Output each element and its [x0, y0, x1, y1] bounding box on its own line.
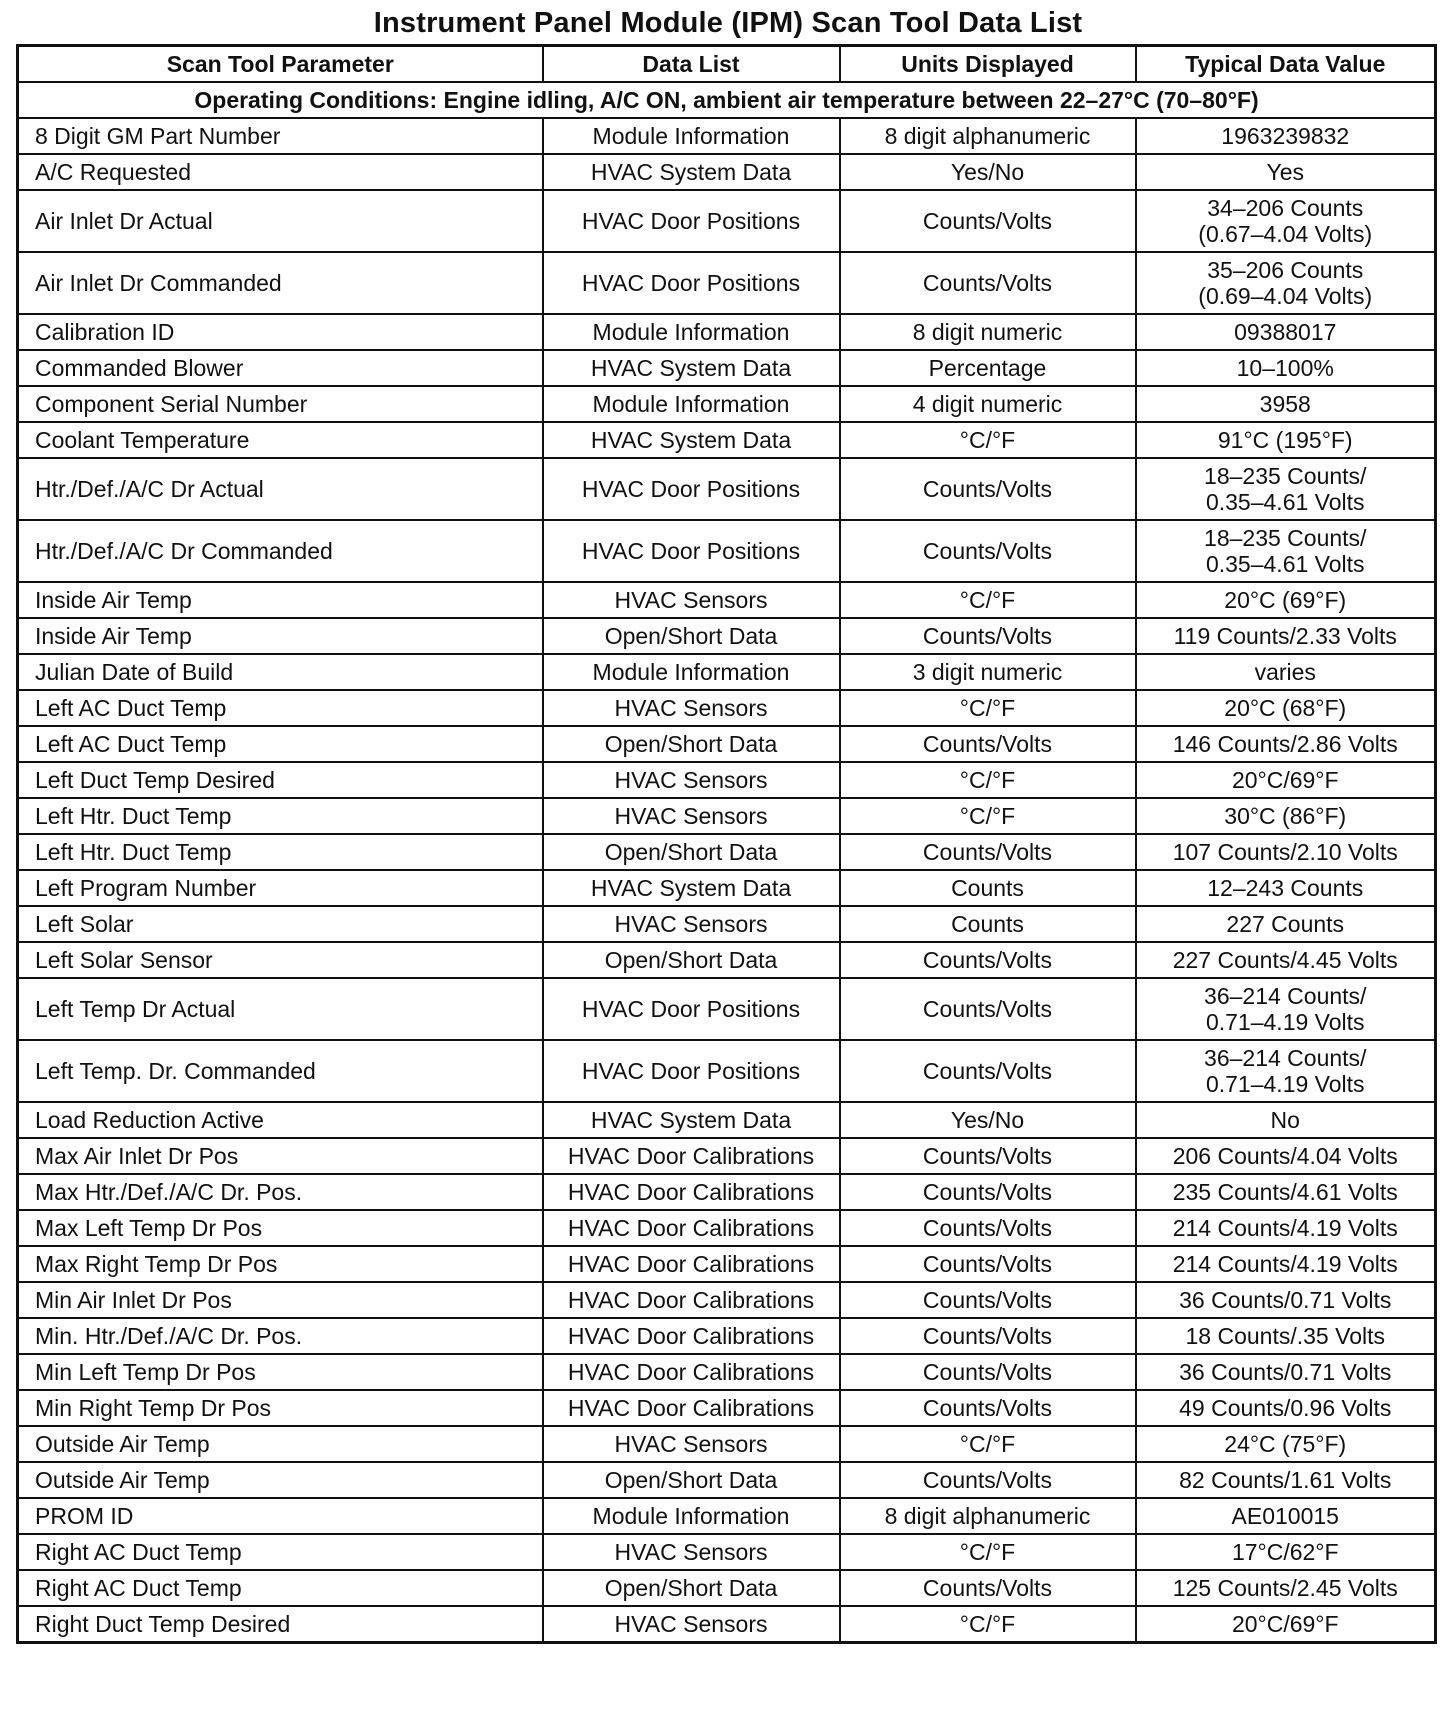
cell-units-displayed: Counts/Volts: [840, 978, 1136, 1040]
cell-scan-tool-parameter: Load Reduction Active: [18, 1102, 543, 1138]
typical-value-line: 0.71–4.19 Volts: [1205, 1009, 1365, 1035]
cell-scan-tool-parameter: Commanded Blower: [18, 350, 543, 386]
cell-units-displayed: Counts/Volts: [840, 618, 1136, 654]
table-row: [18, 798, 1436, 834]
cell-units-displayed: Counts/Volts: [840, 1210, 1136, 1246]
cell-units-displayed: °C/°F: [840, 690, 1136, 726]
cell-data-list: HVAC Sensors: [543, 1606, 840, 1643]
cell-data-list: HVAC Sensors: [543, 690, 840, 726]
cell-typical-data-value: [1136, 870, 1436, 906]
cell-scan-tool-parameter: Coolant Temperature: [18, 422, 543, 458]
cell-typical-data-value: [1136, 520, 1436, 582]
cell-data-list: HVAC Door Calibrations: [543, 1174, 840, 1210]
cell-data-list: Open/Short Data: [543, 834, 840, 870]
table-row: [18, 690, 1436, 726]
typical-value-line: 0.71–4.19 Volts: [1205, 1071, 1365, 1097]
cell-units-displayed: Counts/Volts: [840, 1570, 1136, 1606]
cell-typical-data-value: [1136, 1138, 1436, 1174]
cell-data-list: HVAC Sensors: [543, 1426, 840, 1462]
cell-typical-data-value: [1136, 1498, 1436, 1534]
typical-value-line: 107 Counts/2.10 Volts: [1172, 839, 1398, 865]
table-row: [18, 386, 1436, 422]
cell-scan-tool-parameter: Left Htr. Duct Temp: [18, 798, 543, 834]
typical-value-line: 36 Counts/0.71 Volts: [1179, 1287, 1392, 1313]
table-row: [18, 942, 1436, 978]
table-row: [18, 762, 1436, 798]
cell-typical-data-value: [1136, 1354, 1436, 1390]
cell-typical-data-value: [1136, 1570, 1436, 1606]
cell-typical-data-value: [1136, 834, 1436, 870]
cell-typical-data-value: [1136, 1462, 1436, 1498]
table-row: [18, 1282, 1436, 1318]
cell-scan-tool-parameter: Htr./Def./A/C Dr Actual: [18, 458, 543, 520]
cell-units-displayed: Counts/Volts: [840, 252, 1136, 314]
table-row: [18, 1390, 1436, 1426]
cell-data-list: HVAC Door Positions: [543, 190, 840, 252]
cell-scan-tool-parameter: A/C Requested: [18, 154, 543, 190]
cell-data-list: HVAC Door Calibrations: [543, 1390, 840, 1426]
cell-data-list: HVAC System Data: [543, 1102, 840, 1138]
cell-typical-data-value: [1136, 582, 1436, 618]
cell-data-list: Open/Short Data: [543, 942, 840, 978]
typical-value-line: 20°C/69°F: [1231, 767, 1339, 793]
table-row: [18, 422, 1436, 458]
operating-conditions: Operating Conditions: Engine idling, A/C ON, ambient air temperature between 22–27°C (70–80°F): [18, 82, 1436, 118]
cell-data-list: HVAC Door Positions: [543, 458, 840, 520]
table-row: [18, 1040, 1436, 1102]
cell-units-displayed: Counts/Volts: [840, 1040, 1136, 1102]
table-row: [18, 1498, 1436, 1534]
cell-units-displayed: Counts/Volts: [840, 834, 1136, 870]
cell-scan-tool-parameter: Left Temp. Dr. Commanded: [18, 1040, 543, 1102]
typical-value-line: 20°C (69°F): [1224, 587, 1347, 613]
cell-typical-data-value: [1136, 798, 1436, 834]
cell-data-list: HVAC Door Positions: [543, 520, 840, 582]
cell-units-displayed: Counts/Volts: [840, 1462, 1136, 1498]
table-row: [18, 870, 1436, 906]
cell-scan-tool-parameter: Max Air Inlet Dr Pos: [18, 1138, 543, 1174]
cell-scan-tool-parameter: Right AC Duct Temp: [18, 1534, 543, 1570]
cell-scan-tool-parameter: Left Solar Sensor: [18, 942, 543, 978]
cell-scan-tool-parameter: Max Right Temp Dr Pos: [18, 1246, 543, 1282]
cell-scan-tool-parameter: Left Htr. Duct Temp: [18, 834, 543, 870]
table-row: [18, 314, 1436, 350]
cell-typical-data-value: [1136, 1318, 1436, 1354]
typical-value-line: 35–206 Counts: [1207, 257, 1364, 283]
cell-typical-data-value: [1136, 1390, 1436, 1426]
cell-scan-tool-parameter: Right Duct Temp Desired: [18, 1606, 543, 1643]
table-row: [18, 1354, 1436, 1390]
cell-typical-data-value: [1136, 690, 1436, 726]
cell-units-displayed: °C/°F: [840, 762, 1136, 798]
cell-units-displayed: Counts/Volts: [840, 1246, 1136, 1282]
cell-units-displayed: Counts/Volts: [840, 942, 1136, 978]
header-scan-tool-parameter: Scan Tool Parameter: [18, 46, 543, 83]
cell-typical-data-value: [1136, 386, 1436, 422]
cell-scan-tool-parameter: Htr./Def./A/C Dr Commanded: [18, 520, 543, 582]
table-row: [18, 1138, 1436, 1174]
typical-value-line: No: [1270, 1107, 1300, 1133]
cell-scan-tool-parameter: Julian Date of Build: [18, 654, 543, 690]
cell-scan-tool-parameter: Calibration ID: [18, 314, 543, 350]
cell-scan-tool-parameter: 8 Digit GM Part Number: [18, 118, 543, 154]
cell-data-list: HVAC Door Calibrations: [543, 1210, 840, 1246]
cell-units-displayed: Counts/Volts: [840, 458, 1136, 520]
typical-value-line: 146 Counts/2.86 Volts: [1172, 731, 1398, 757]
cell-typical-data-value: [1136, 1040, 1436, 1102]
cell-typical-data-value: [1136, 1174, 1436, 1210]
typical-value-line: 09388017: [1234, 319, 1337, 345]
table-row: [18, 458, 1436, 520]
cell-scan-tool-parameter: Inside Air Temp: [18, 582, 543, 618]
typical-value-line: 214 Counts/4.19 Volts: [1172, 1215, 1398, 1241]
typical-value-line: 20°C (68°F): [1224, 695, 1347, 721]
table-row: [18, 350, 1436, 386]
cell-scan-tool-parameter: PROM ID: [18, 1498, 543, 1534]
typical-value-line: 0.35–4.61 Volts: [1205, 551, 1365, 577]
header-data-list: Data List: [543, 46, 840, 83]
cell-data-list: Open/Short Data: [543, 726, 840, 762]
cell-scan-tool-parameter: Left Duct Temp Desired: [18, 762, 543, 798]
typical-value-line: 18–235 Counts/: [1204, 525, 1367, 551]
cell-data-list: HVAC Sensors: [543, 762, 840, 798]
cell-typical-data-value: [1136, 422, 1436, 458]
typical-value-line: 36 Counts/0.71 Volts: [1179, 1359, 1392, 1385]
cell-typical-data-value: [1136, 314, 1436, 350]
header-row: [18, 46, 1436, 83]
cell-data-list: HVAC Door Calibrations: [543, 1282, 840, 1318]
table-row: [18, 1534, 1436, 1570]
cell-scan-tool-parameter: Air Inlet Dr Actual: [18, 190, 543, 252]
table-row: [18, 978, 1436, 1040]
typical-value-line: 91°C (195°F): [1217, 427, 1353, 453]
cell-typical-data-value: [1136, 1534, 1436, 1570]
table-row: [18, 654, 1436, 690]
cell-scan-tool-parameter: Outside Air Temp: [18, 1426, 543, 1462]
cell-data-list: Module Information: [543, 118, 840, 154]
cell-units-displayed: Counts/Volts: [840, 1138, 1136, 1174]
typical-value-line: 235 Counts/4.61 Volts: [1172, 1179, 1398, 1205]
cell-scan-tool-parameter: Max Left Temp Dr Pos: [18, 1210, 543, 1246]
cell-units-displayed: 4 digit numeric: [840, 386, 1136, 422]
cell-data-list: HVAC Sensors: [543, 798, 840, 834]
scan-tool-data-table: [16, 44, 1437, 1644]
cell-scan-tool-parameter: Inside Air Temp: [18, 618, 543, 654]
cell-data-list: HVAC Sensors: [543, 582, 840, 618]
cell-data-list: Open/Short Data: [543, 1462, 840, 1498]
cell-typical-data-value: [1136, 762, 1436, 798]
table-row: [18, 726, 1436, 762]
typical-value-line: (0.69–4.04 Volts): [1198, 283, 1373, 309]
cell-units-displayed: 8 digit alphanumeric: [840, 1498, 1136, 1534]
cell-scan-tool-parameter: Min. Htr./Def./A/C Dr. Pos.: [18, 1318, 543, 1354]
typical-value-line: 18–235 Counts/: [1204, 463, 1367, 489]
cell-units-displayed: 3 digit numeric: [840, 654, 1136, 690]
cell-scan-tool-parameter: Left Temp Dr Actual: [18, 978, 543, 1040]
typical-value-line: 24°C (75°F): [1224, 1431, 1347, 1457]
cell-units-displayed: Counts/Volts: [840, 1174, 1136, 1210]
cell-typical-data-value: [1136, 906, 1436, 942]
cell-scan-tool-parameter: Air Inlet Dr Commanded: [18, 252, 543, 314]
typical-value-line: Yes: [1266, 159, 1305, 185]
typical-value-line: 17°C/62°F: [1231, 1539, 1339, 1565]
table-row: [18, 1570, 1436, 1606]
cell-units-displayed: Counts/Volts: [840, 1282, 1136, 1318]
table-row: [18, 906, 1436, 942]
typical-value-line: 18 Counts/.35 Volts: [1185, 1323, 1385, 1349]
cell-scan-tool-parameter: Left Program Number: [18, 870, 543, 906]
typical-value-line: 0.35–4.61 Volts: [1205, 489, 1365, 515]
typical-value-line: 125 Counts/2.45 Volts: [1172, 1575, 1398, 1601]
cell-typical-data-value: [1136, 1246, 1436, 1282]
cell-data-list: HVAC Door Positions: [543, 1040, 840, 1102]
cell-units-displayed: °C/°F: [840, 582, 1136, 618]
cell-data-list: HVAC Door Calibrations: [543, 1246, 840, 1282]
cell-data-list: HVAC System Data: [543, 350, 840, 386]
cell-scan-tool-parameter: Min Left Temp Dr Pos: [18, 1354, 543, 1390]
cell-units-displayed: Counts/Volts: [840, 520, 1136, 582]
cell-typical-data-value: [1136, 1210, 1436, 1246]
table-row: [18, 1462, 1436, 1498]
table-body: [18, 82, 1436, 1643]
table-row: [18, 1426, 1436, 1462]
header-units-displayed: Units Displayed: [840, 46, 1136, 83]
cell-data-list: HVAC System Data: [543, 154, 840, 190]
cell-scan-tool-parameter: Min Right Temp Dr Pos: [18, 1390, 543, 1426]
table-row: [18, 1318, 1436, 1354]
cell-scan-tool-parameter: Component Serial Number: [18, 386, 543, 422]
typical-value-line: 82 Counts/1.61 Volts: [1179, 1467, 1392, 1493]
cell-data-list: HVAC Door Calibrations: [543, 1354, 840, 1390]
document-title: Instrument Panel Module (IPM) Scan Tool Data List: [373, 7, 1083, 39]
cell-units-displayed: Counts: [840, 906, 1136, 942]
cell-data-list: HVAC Door Calibrations: [543, 1138, 840, 1174]
typical-value-line: 34–206 Counts: [1207, 195, 1364, 221]
typical-value-line: 30°C (86°F): [1224, 803, 1347, 829]
cell-data-list: Module Information: [543, 314, 840, 350]
cell-units-displayed: °C/°F: [840, 422, 1136, 458]
table-row: [18, 582, 1436, 618]
cell-data-list: Module Information: [543, 386, 840, 422]
cell-units-displayed: Yes/No: [840, 1102, 1136, 1138]
operating-conditions-row: [18, 82, 1436, 118]
table-row: [18, 834, 1436, 870]
cell-units-displayed: Counts/Volts: [840, 1318, 1136, 1354]
typical-value-line: 227 Counts/4.45 Volts: [1172, 947, 1398, 973]
typical-value-line: 1963239832: [1221, 123, 1350, 149]
table-row: [18, 118, 1436, 154]
cell-typical-data-value: [1136, 154, 1436, 190]
cell-units-displayed: °C/°F: [840, 1426, 1136, 1462]
table-row: [18, 1246, 1436, 1282]
cell-scan-tool-parameter: Left AC Duct Temp: [18, 726, 543, 762]
cell-typical-data-value: [1136, 1426, 1436, 1462]
cell-data-list: HVAC Door Positions: [543, 252, 840, 314]
cell-typical-data-value: [1136, 252, 1436, 314]
cell-units-displayed: Percentage: [840, 350, 1136, 386]
cell-typical-data-value: [1136, 458, 1436, 520]
cell-units-displayed: Counts/Volts: [840, 1354, 1136, 1390]
cell-typical-data-value: [1136, 350, 1436, 386]
typical-value-line: 214 Counts/4.19 Volts: [1172, 1251, 1398, 1277]
table-row: [18, 618, 1436, 654]
cell-typical-data-value: [1136, 1282, 1436, 1318]
typical-value-line: 36–214 Counts/: [1204, 983, 1367, 1009]
table-row: [18, 154, 1436, 190]
cell-units-displayed: 8 digit numeric: [840, 314, 1136, 350]
cell-data-list: HVAC System Data: [543, 422, 840, 458]
table-row: [18, 1102, 1436, 1138]
cell-units-displayed: °C/°F: [840, 798, 1136, 834]
typical-value-line: varies: [1254, 659, 1316, 685]
cell-typical-data-value: [1136, 118, 1436, 154]
typical-value-line: 3958: [1259, 391, 1311, 417]
table-row: [18, 520, 1436, 582]
typical-value-line: (0.67–4.04 Volts): [1198, 221, 1373, 247]
cell-typical-data-value: [1136, 618, 1436, 654]
cell-typical-data-value: [1136, 1606, 1436, 1643]
cell-units-displayed: Counts/Volts: [840, 1390, 1136, 1426]
table-row: [18, 252, 1436, 314]
cell-data-list: HVAC Door Positions: [543, 978, 840, 1040]
cell-typical-data-value: [1136, 190, 1436, 252]
cell-units-displayed: Counts/Volts: [840, 726, 1136, 762]
cell-units-displayed: Counts/Volts: [840, 190, 1136, 252]
cell-scan-tool-parameter: Right AC Duct Temp: [18, 1570, 543, 1606]
typical-value-line: 227 Counts: [1226, 911, 1345, 937]
cell-data-list: HVAC Sensors: [543, 906, 840, 942]
typical-value-line: 20°C/69°F: [1231, 1611, 1339, 1637]
cell-typical-data-value: [1136, 654, 1436, 690]
cell-typical-data-value: [1136, 1102, 1436, 1138]
cell-data-list: Module Information: [543, 1498, 840, 1534]
typical-value-line: 49 Counts/0.96 Volts: [1179, 1395, 1392, 1421]
cell-units-displayed: Counts: [840, 870, 1136, 906]
typical-value-line: 12–243 Counts: [1207, 875, 1364, 901]
typical-value-line: AE010015: [1231, 1503, 1339, 1529]
cell-scan-tool-parameter: Max Htr./Def./A/C Dr. Pos.: [18, 1174, 543, 1210]
cell-data-list: Open/Short Data: [543, 1570, 840, 1606]
typical-value-line: 119 Counts/2.33 Volts: [1173, 623, 1397, 649]
table-row: [18, 190, 1436, 252]
cell-data-list: HVAC System Data: [543, 870, 840, 906]
cell-typical-data-value: [1136, 726, 1436, 762]
cell-scan-tool-parameter: Min Air Inlet Dr Pos: [18, 1282, 543, 1318]
cell-units-displayed: °C/°F: [840, 1534, 1136, 1570]
cell-scan-tool-parameter: Left Solar: [18, 906, 543, 942]
cell-units-displayed: 8 digit alphanumeric: [840, 118, 1136, 154]
table-row: [18, 1606, 1436, 1643]
cell-data-list: HVAC Door Calibrations: [543, 1318, 840, 1354]
typical-value-line: 206 Counts/4.04 Volts: [1172, 1143, 1398, 1169]
header-typical-data-value: Typical Data Value: [1136, 46, 1436, 83]
cell-data-list: Module Information: [543, 654, 840, 690]
cell-units-displayed: Yes/No: [840, 154, 1136, 190]
cell-typical-data-value: [1136, 978, 1436, 1040]
cell-scan-tool-parameter: Left AC Duct Temp: [18, 690, 543, 726]
typical-value-line: 36–214 Counts/: [1204, 1045, 1367, 1071]
cell-typical-data-value: [1136, 942, 1436, 978]
cell-data-list: HVAC Sensors: [543, 1534, 840, 1570]
cell-scan-tool-parameter: Outside Air Temp: [18, 1462, 543, 1498]
typical-value-line: 10–100%: [1236, 355, 1334, 381]
cell-data-list: Open/Short Data: [543, 618, 840, 654]
cell-units-displayed: °C/°F: [840, 1606, 1136, 1643]
table-row: [18, 1174, 1436, 1210]
table-row: [18, 1210, 1436, 1246]
